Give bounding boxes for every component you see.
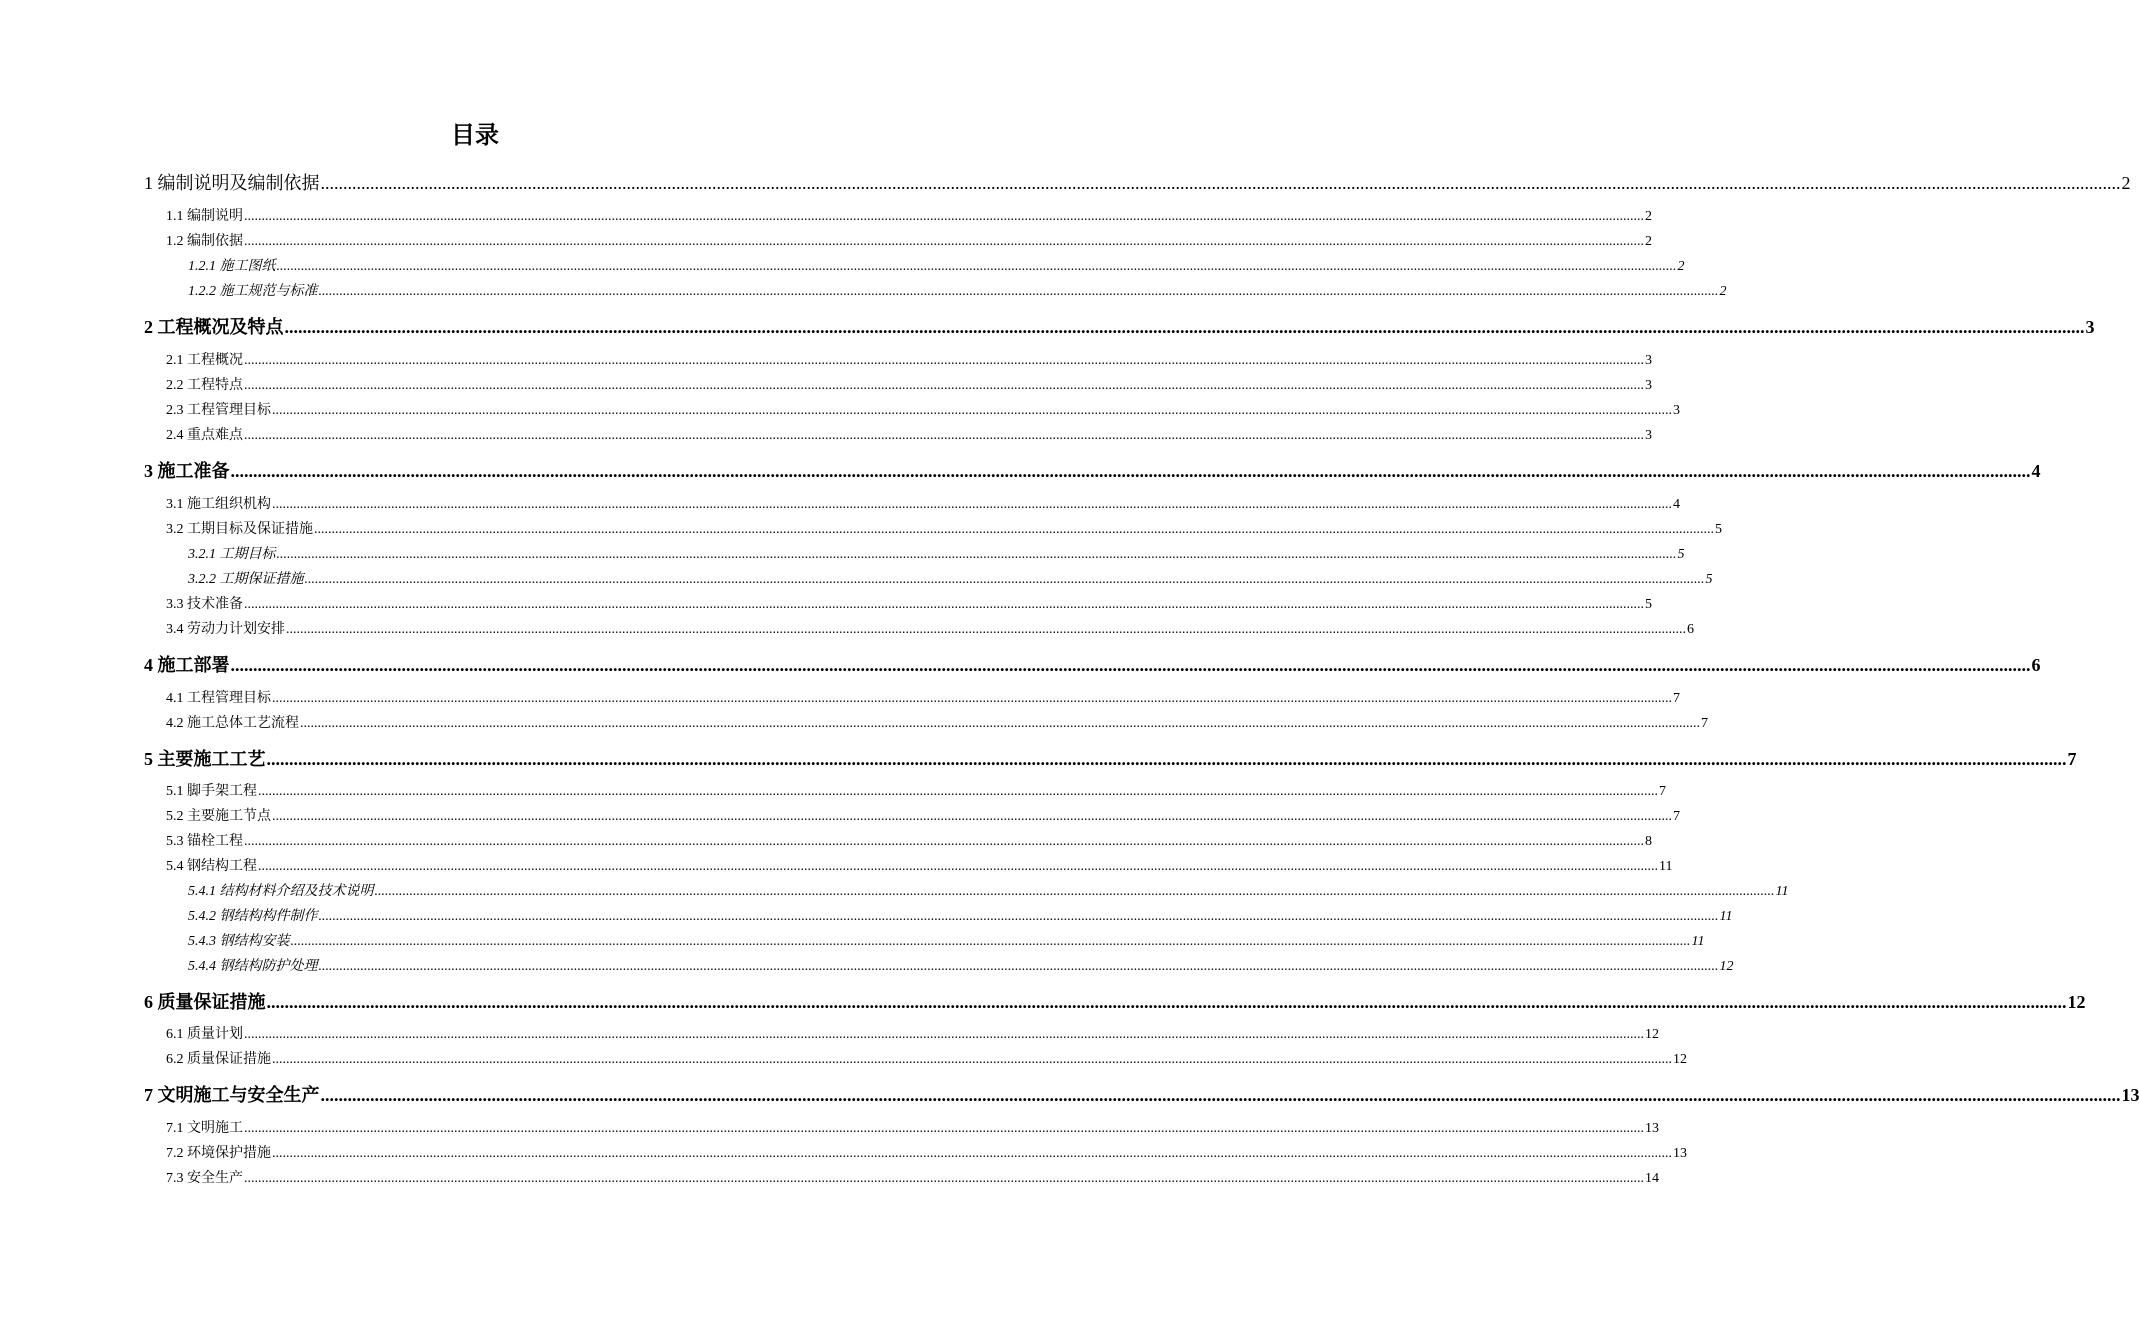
- toc-leader-dots: ................................................................................................................................................................................................................................................................................................................................................................................................................: [272, 809, 1672, 824]
- toc-entry[interactable]: [166, 1051, 1687, 1069]
- toc-entry[interactable]: [188, 958, 1734, 976]
- toc-entry[interactable]: [166, 1120, 1659, 1138]
- toc-leader-dots: ................................................................................................................................................................................................................................................................................................................................................................................................................: [230, 655, 2031, 675]
- toc-entry-title: 5.2 主要施工节点: [166, 809, 271, 824]
- page-title: 目录: [451, 123, 499, 149]
- toc-leader-dots: ................................................................................................................................................................................................................................................................................................................................................................................................................: [272, 1052, 1672, 1067]
- toc-entry-title: 6.2 质量保证措施: [166, 1052, 271, 1067]
- toc-entry-title: 2.3 工程管理目标: [166, 403, 271, 418]
- toc-leader-dots: ................................................................................................................................................................................................................................................................................................................................................................................................................: [300, 716, 1700, 731]
- toc-entry[interactable]: [166, 715, 1708, 733]
- toc-entry[interactable]: [166, 808, 1680, 826]
- toc-page-number: 8: [1645, 834, 1652, 849]
- toc-leader-dots: ................................................................................................................................................................................................................................................................................................................................................................................................................: [272, 403, 1672, 418]
- toc-leader-dots: ................................................................................................................................................................................................................................................................................................................................................................................................................: [320, 1085, 2121, 1105]
- toc-page-number: 7: [2067, 749, 2077, 769]
- toc-leader-dots: ................................................................................................................................................................................................................................................................................................................................................................................................................: [244, 209, 1644, 224]
- toc-page-number: 7: [1659, 784, 1666, 799]
- toc-leader-dots: ................................................................................................................................................................................................................................................................................................................................................................................................................: [244, 234, 1644, 249]
- toc-page-number: 3: [1645, 353, 1652, 368]
- toc-entry-title: 6.1 质量计划: [166, 1027, 243, 1042]
- toc-entry-title: 7.3 安全生产: [166, 1171, 243, 1186]
- toc-leader-dots: ................................................................................................................................................................................................................................................................................................................................................................................................................: [266, 992, 2067, 1012]
- toc-entry-title: 5.4.4 钢结构防护处理: [188, 959, 318, 974]
- toc-page-number: 13: [2121, 1085, 2140, 1105]
- toc-entry-title: 3.2.2 工期保证措施: [188, 572, 304, 587]
- toc-leader-dots: ................................................................................................................................................................................................................................................................................................................................................................................................................: [244, 428, 1644, 443]
- toc-entry-title: 2.4 重点难点: [166, 428, 243, 443]
- toc-page-number: 4: [1673, 497, 1680, 512]
- toc-entry-title: 2.2 工程特点: [166, 378, 243, 393]
- toc-page-number: 2: [1645, 234, 1652, 249]
- toc-entry[interactable]: [188, 571, 1713, 589]
- toc-page-number: 3: [1645, 428, 1652, 443]
- toc-entry[interactable]: [144, 1084, 2140, 1106]
- toc-entry[interactable]: [144, 460, 2041, 482]
- toc-page-number: 3: [1645, 378, 1652, 393]
- toc-entry[interactable]: [166, 621, 1694, 639]
- toc-leader-dots: ................................................................................................................................................................................................................................................................................................................................................................................................................: [266, 749, 2067, 769]
- toc-entry[interactable]: [144, 316, 2095, 338]
- toc-leader-dots: ................................................................................................................................................................................................................................................................................................................................................................................................................: [244, 1171, 1644, 1186]
- toc-entry-title: 5 主要施工工艺: [144, 749, 266, 769]
- toc-page-number: 12: [1719, 959, 1734, 974]
- toc-leader-dots: ................................................................................................................................................................................................................................................................................................................................................................................................................: [318, 284, 1719, 299]
- toc-entry[interactable]: [188, 883, 1789, 901]
- toc-page-number: 7: [1673, 691, 1680, 706]
- toc-entry[interactable]: [166, 690, 1680, 708]
- toc-leader-dots: ................................................................................................................................................................................................................................................................................................................................................................................................................: [244, 1027, 1644, 1042]
- toc-leader-dots: ................................................................................................................................................................................................................................................................................................................................................................................................................: [272, 691, 1672, 706]
- toc-page-number: 2: [1677, 259, 1685, 274]
- toc-leader-dots: ................................................................................................................................................................................................................................................................................................................................................................................................................: [290, 934, 1691, 949]
- toc-entry-title: 7.2 环境保护措施: [166, 1146, 271, 1161]
- toc-entry[interactable]: [188, 908, 1733, 926]
- toc-page-number: 11: [1659, 859, 1673, 874]
- toc-page-number: 12: [1673, 1052, 1687, 1067]
- toc-leader-dots: ................................................................................................................................................................................................................................................................................................................................................................................................................: [244, 1121, 1644, 1136]
- toc-leader-dots: ................................................................................................................................................................................................................................................................................................................................................................................................................: [230, 461, 2031, 481]
- toc-page-number: 6: [1687, 622, 1694, 637]
- toc-entry[interactable]: [166, 352, 1652, 370]
- toc-page-number: 3: [1673, 403, 1680, 418]
- toc-entry[interactable]: [166, 208, 1652, 226]
- toc-leader-dots: ................................................................................................................................................................................................................................................................................................................................................................................................................: [314, 522, 1714, 537]
- toc-entry[interactable]: [166, 783, 1666, 801]
- toc-entry[interactable]: [144, 748, 2077, 770]
- toc-entry-title: 5.4 钢结构工程: [166, 859, 257, 874]
- toc-entry-title: 3.1 施工组织机构: [166, 497, 271, 512]
- toc-entry-title: 1.2.2 施工规范与标准: [188, 284, 318, 299]
- toc-page-number: 3: [2085, 317, 2095, 337]
- toc-entry[interactable]: [166, 521, 1722, 539]
- toc-entry-title: 3.3 技术准备: [166, 597, 243, 612]
- toc-page-number: 4: [2031, 461, 2041, 481]
- toc-entry[interactable]: [166, 596, 1652, 614]
- toc-leader-dots: ................................................................................................................................................................................................................................................................................................................................................................................................................: [272, 497, 1672, 512]
- toc-entry[interactable]: [188, 933, 1705, 951]
- toc-leader-dots: ................................................................................................................................................................................................................................................................................................................................................................................................................: [244, 597, 1644, 612]
- toc-leader-dots: ................................................................................................................................................................................................................................................................................................................................................................................................................: [318, 909, 1719, 924]
- toc-entry[interactable]: [166, 833, 1652, 851]
- toc-entry-title: 1.2 编制依据: [166, 234, 243, 249]
- toc-entry[interactable]: [166, 377, 1652, 395]
- toc-entry-title: 3.2 工期目标及保证措施: [166, 522, 313, 537]
- toc-page-number: 14: [1645, 1171, 1659, 1186]
- toc-page-number: 5: [1677, 547, 1685, 562]
- toc-entry[interactable]: [166, 1026, 1659, 1044]
- toc-leader-dots: ................................................................................................................................................................................................................................................................................................................................................................................................................: [286, 622, 1686, 637]
- toc-leader-dots: ................................................................................................................................................................................................................................................................................................................................................................................................................: [258, 784, 1658, 799]
- toc-page-number: 12: [2067, 992, 2086, 1012]
- toc-entry[interactable]: [144, 991, 2086, 1013]
- toc-entry-title: 5.3 锚栓工程: [166, 834, 243, 849]
- toc-entry-title: 5.4.1 结构材料介绍及技术说明: [188, 884, 374, 899]
- toc-page-number: 2: [2121, 173, 2131, 193]
- toc-entry[interactable]: [166, 233, 1652, 251]
- toc-entry-title: 2 工程概况及特点: [144, 317, 284, 337]
- toc-page-number: 2: [1645, 209, 1652, 224]
- toc-leader-dots: ................................................................................................................................................................................................................................................................................................................................................................................................................: [244, 353, 1644, 368]
- toc-page-number: 5: [1715, 522, 1722, 537]
- toc-entry-title: 4.1 工程管理目标: [166, 691, 271, 706]
- toc-entry[interactable]: [166, 496, 1680, 514]
- toc-entry-title: 7.1 文明施工: [166, 1121, 243, 1136]
- toc-entry[interactable]: [144, 172, 2131, 194]
- toc-entry-title: 3 施工准备: [144, 461, 230, 481]
- toc-leader-dots: ................................................................................................................................................................................................................................................................................................................................................................................................................: [318, 959, 1719, 974]
- toc-leader-dots: ................................................................................................................................................................................................................................................................................................................................................................................................................: [276, 259, 1677, 274]
- toc-entry[interactable]: [166, 402, 1680, 420]
- toc-entry-title: 2.1 工程概况: [166, 353, 243, 368]
- toc-leader-dots: ................................................................................................................................................................................................................................................................................................................................................................................................................: [374, 884, 1775, 899]
- toc-entry-title: 1 编制说明及编制依据: [144, 173, 320, 193]
- toc-leader-dots: ................................................................................................................................................................................................................................................................................................................................................................................................................: [284, 317, 2085, 337]
- toc-entry-title: 5.4.2 钢结构构件制作: [188, 909, 318, 924]
- toc-leader-dots: ................................................................................................................................................................................................................................................................................................................................................................................................................: [244, 834, 1644, 849]
- toc-leader-dots: ................................................................................................................................................................................................................................................................................................................................................................................................................: [258, 859, 1658, 874]
- toc-leader-dots: ................................................................................................................................................................................................................................................................................................................................................................................................................: [320, 173, 2121, 193]
- toc-page-number: 2: [1719, 284, 1727, 299]
- toc-entry[interactable]: [188, 283, 1727, 301]
- toc-page-number: 11: [1775, 884, 1789, 899]
- toc-page-number: 13: [1645, 1121, 1659, 1136]
- toc-entry[interactable]: [166, 858, 1673, 876]
- toc-leader-dots: ................................................................................................................................................................................................................................................................................................................................................................................................................: [244, 378, 1644, 393]
- toc-page-number: 12: [1645, 1027, 1659, 1042]
- toc-page-number: 6: [2031, 655, 2041, 675]
- toc-entry-title: 1.2.1 施工图纸: [188, 259, 276, 274]
- toc-page-number: 7: [1673, 809, 1680, 824]
- toc-entry[interactable]: [166, 1170, 1659, 1188]
- toc-page-number: 13: [1673, 1146, 1687, 1161]
- toc-page-number: 5: [1645, 597, 1652, 612]
- toc-entry[interactable]: [166, 1145, 1687, 1163]
- toc-entry[interactable]: [144, 654, 2041, 676]
- toc-page-number: 11: [1691, 934, 1705, 949]
- toc-page-number: 11: [1719, 909, 1733, 924]
- toc-entry-title: 3.2.1 工期目标: [188, 547, 276, 562]
- toc-page-number: 5: [1705, 572, 1713, 587]
- toc-entry[interactable]: [188, 258, 1685, 276]
- toc-leader-dots: ................................................................................................................................................................................................................................................................................................................................................................................................................: [304, 572, 1705, 587]
- toc-entry[interactable]: [188, 546, 1685, 564]
- toc-entry-title: 5.1 脚手架工程: [166, 784, 257, 799]
- toc-entry[interactable]: [166, 427, 1652, 445]
- toc-page-number: 7: [1701, 716, 1708, 731]
- toc-entry-title: 5.4.3 钢结构安装: [188, 934, 290, 949]
- toc-leader-dots: ................................................................................................................................................................................................................................................................................................................................................................................................................: [272, 1146, 1672, 1161]
- toc-entry-title: 1.1 编制说明: [166, 209, 243, 224]
- toc-entry-title: 4.2 施工总体工艺流程: [166, 716, 299, 731]
- toc-entry-title: 3.4 劳动力计划安排: [166, 622, 285, 637]
- toc-entry-title: 4 施工部署: [144, 655, 230, 675]
- toc-leader-dots: ................................................................................................................................................................................................................................................................................................................................................................................................................: [276, 547, 1677, 562]
- toc-entry-title: 6 质量保证措施: [144, 992, 266, 1012]
- toc-entry-title: 7 文明施工与安全生产: [144, 1085, 320, 1105]
